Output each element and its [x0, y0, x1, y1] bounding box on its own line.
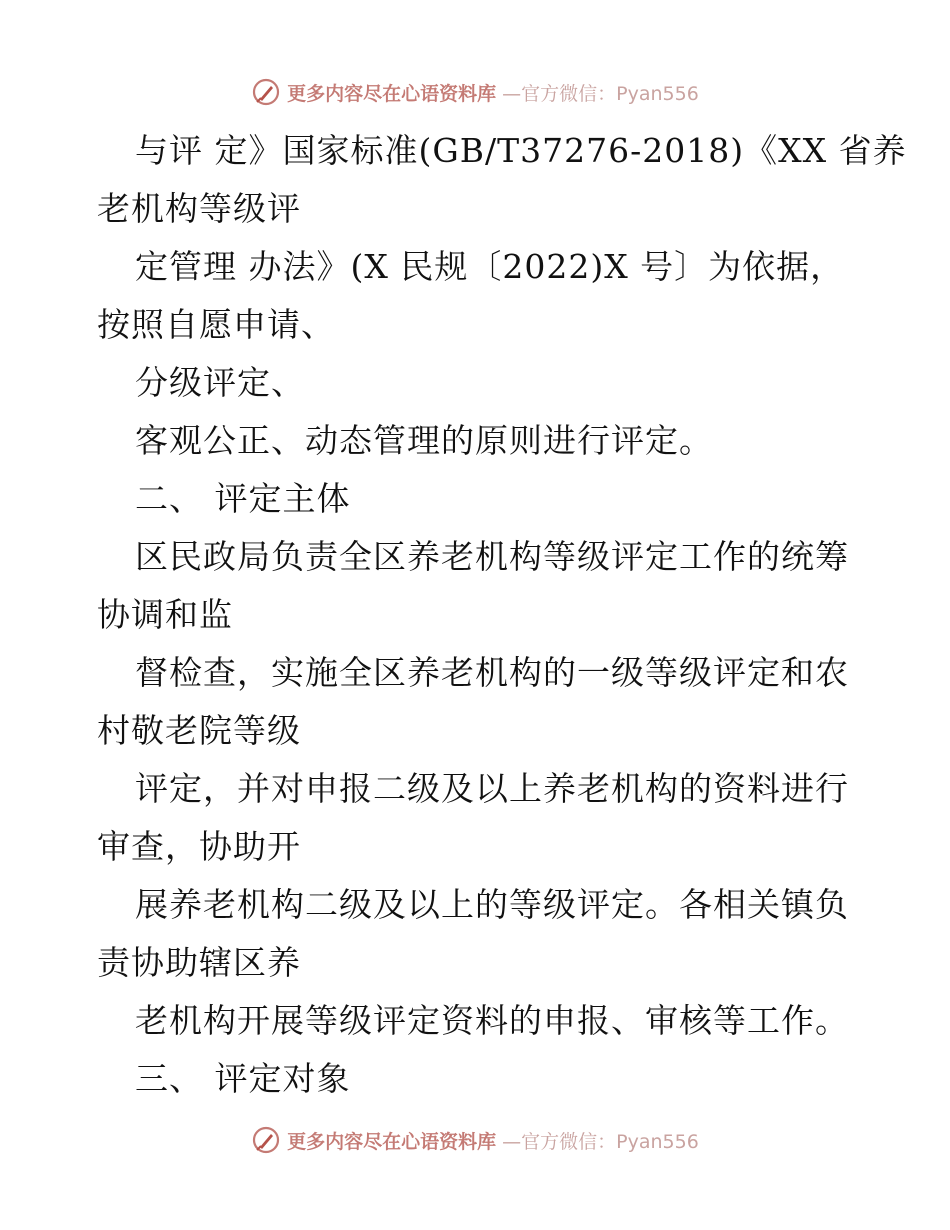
footer-watermark: [0, 1120, 950, 1160]
header-watermark: [0, 72, 950, 112]
watermark-sub-text: —官方微信：Pyan556: [502, 82, 699, 105]
text-line: 定管理 办法》(X 民规〔2022)X 号〕为依据，: [135, 247, 845, 286]
text-line: 督检查，实施全区养老机构的一级等级评定和农: [135, 653, 849, 692]
text-line: 按照自愿申请、: [97, 305, 335, 344]
watermark-main-text: 更多内容尽在心语资料库: [287, 82, 497, 105]
text-line: 老机构等级评: [97, 189, 301, 228]
text-line: 区民政局负责全区养老机构等级评定工作的统筹: [135, 537, 849, 576]
text-line: 老机构开展等级评定资料的申报、审核等工作。: [135, 1001, 849, 1040]
section-heading: 三、 评定对象: [135, 1059, 351, 1098]
document-body: [97, 122, 907, 1108]
quill-pen-circle-icon: [251, 1125, 281, 1155]
watermark-main-text: 更多内容尽在心语资料库: [287, 1130, 497, 1153]
text-line: 评定，并对申报二级及以上养老机构的资料进行: [135, 769, 849, 808]
text-line: 协调和监: [97, 595, 233, 634]
watermark-sub-text: —官方微信：Pyan556: [502, 1130, 699, 1153]
text-line: 客观公正、动态管理的原则进行评定。: [135, 421, 713, 460]
text-line: 责协助辖区养: [97, 943, 301, 982]
quill-pen-circle-icon: [251, 77, 281, 107]
text-line: 村敬老院等级: [97, 711, 301, 750]
text-line: 与评 定》国家标准(GB/T37276-2018)《XX 省养: [135, 131, 907, 170]
text-line: 审查，协助开: [97, 827, 301, 866]
text-line: 展养老机构二级及以上的等级评定。各相关镇负: [135, 885, 849, 924]
text-line: 分级评定、: [135, 363, 305, 402]
section-heading: 二、 评定主体: [135, 479, 351, 518]
